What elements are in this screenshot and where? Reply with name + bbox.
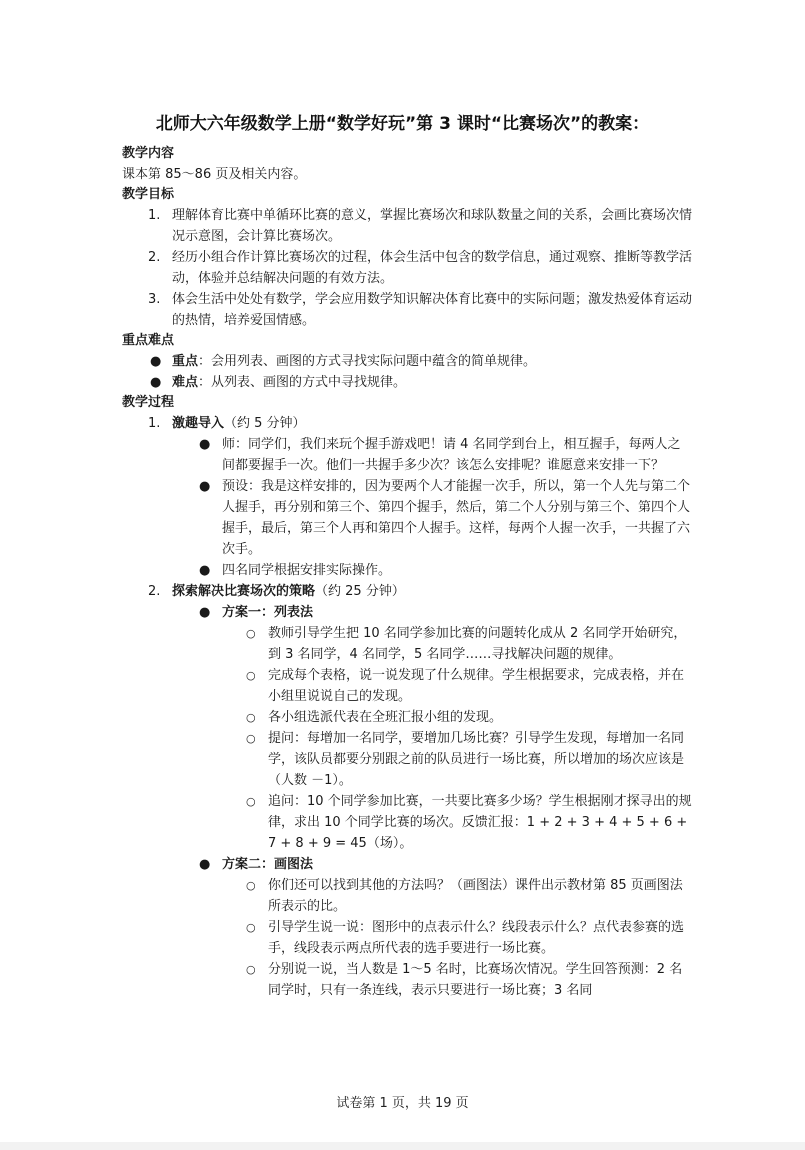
- section-heading-key-points: 重点难点: [122, 333, 175, 348]
- circle-bullet-icon: ○: [246, 963, 256, 976]
- key-points-list: [122, 351, 692, 393]
- plan-label: 方案一：列表法: [222, 605, 314, 620]
- plan-item: [122, 728, 692, 791]
- circle-bullet-icon: ○: [246, 921, 256, 934]
- plan-item: [122, 707, 692, 728]
- section-heading-content: 教学内容: [122, 146, 175, 161]
- goal-item: [122, 247, 692, 289]
- plan-item-text: 你们还可以找到其他的方法吗？（画图法）课件出示教材第 85 页画图法所表示的比。: [268, 878, 683, 914]
- plan-item: [122, 791, 692, 854]
- circle-bullet-icon: ○: [246, 669, 256, 682]
- plan-item-text: 追问：10 个同学参加比赛，一共要比赛多少场？学生根据刚才探寻出的规律，求出 10 个同学比赛的场次。反馈汇报：1 + 2 + 3 + 4 + 5 + 6 + 7 + 8 + 9 = 45（场）。: [268, 794, 692, 851]
- page-title: 北师大六年级数学上册“数学好玩”第 3 课时“比赛场次”的教案：: [155, 114, 650, 134]
- plan-item: [122, 875, 692, 917]
- goal-number: 1.: [148, 208, 161, 223]
- plan-item-text: 教师引导学生把 10 名同学参加比赛的问题转化成从 2 名同学开始研究，到 3 名同学，4 名同学，5 名同学……寻找解决问题的规律。: [268, 626, 687, 662]
- content-text: 课本第 85～86 页及相关内容。: [122, 167, 307, 182]
- step-item-text: 四名同学根据安排实际操作。: [222, 563, 392, 578]
- step-time: （约 5 分钟）: [224, 416, 306, 431]
- key-point-item: [122, 351, 692, 372]
- plan-2-items: [122, 875, 692, 1001]
- key-point-text: ：从列表、画图的方式中寻找规律。: [198, 375, 407, 390]
- step-label: 探索解决比赛场次的策略: [172, 584, 316, 599]
- plan-item: [122, 917, 692, 959]
- goal-text: 体会生活中处处有数学，学会应用数学知识解决体育比赛中的实际问题；激发热爱体育运动的热情，培养爱国情感。: [172, 292, 693, 328]
- bullet-icon: ●: [150, 354, 162, 369]
- plan-item-text: 引导学生说一说：图形中的点表示什么？线段表示什么？点代表参赛的选手，线段表示两点所代表的选手要进行一场比赛。: [268, 920, 685, 956]
- key-point-item: [122, 372, 692, 393]
- plan-1-items: [122, 623, 692, 854]
- goals-list: [122, 205, 692, 331]
- step-number: 1.: [148, 416, 161, 431]
- goal-text: 理解体育比赛中单循环比赛的意义，掌握比赛场次和球队数量之间的关系，会画比赛场次情况示意图，会计算比赛场次。: [172, 208, 693, 244]
- plan-item: [122, 959, 692, 1001]
- plan-item-text: 分别说一说，当人数是 1～5 名时，比赛场次情况。学生回答预测：2 名同学时，只有一条连线，表示只要进行一场比赛；3 名同: [268, 962, 683, 998]
- goal-item: [122, 289, 692, 331]
- circle-bullet-icon: ○: [246, 627, 256, 640]
- step-1-item: [122, 476, 692, 560]
- goal-item: [122, 205, 692, 247]
- step-1-item: [122, 560, 692, 581]
- circle-bullet-icon: ○: [246, 732, 256, 745]
- goal-number: 2.: [148, 250, 161, 265]
- step-1-item: [122, 434, 692, 476]
- section-heading-process: 教学过程: [122, 395, 175, 410]
- bullet-icon: ●: [199, 479, 211, 494]
- bullet-icon: ●: [199, 437, 211, 452]
- goal-text: 经历小组合作计算比赛场次的过程，体会生活中包含的数学信息，通过观察、推断等教学活动，体验并总结解决问题的有效方法。: [172, 250, 693, 286]
- plan-item: [122, 623, 692, 665]
- circle-bullet-icon: ○: [246, 795, 256, 808]
- step-1-items: [122, 434, 692, 581]
- page-footer: 试卷第 1 页，共 19 页: [336, 1096, 469, 1111]
- step-time: （约 25 分钟）: [315, 584, 405, 599]
- goal-number: 3.: [148, 292, 161, 307]
- step-number: 2.: [148, 584, 161, 599]
- section-heading-goals: 教学目标: [122, 187, 175, 202]
- plan-item: [122, 665, 692, 707]
- step-item-text: 预设：我是这样安排的，因为要两个人才能握一次手，所以，第一个人先与第二个人握手，再分别和第三个、第四个握手，然后，第二个人分别与第三个、第四个人握手，最后，第三个人再和第四个人握手。这样，每两个人握一次手，一共握了六次手。: [222, 479, 691, 557]
- plan-1-heading: [122, 602, 692, 623]
- key-point-label: 难点: [172, 375, 199, 390]
- process-step-1: [122, 413, 692, 434]
- bullet-icon: ●: [199, 563, 211, 578]
- plan-2-heading: [122, 854, 692, 875]
- bullet-icon: ●: [199, 857, 211, 872]
- key-point-text: ：会用列表、画图的方式寻找实际问题中蕴含的简单规律。: [198, 354, 537, 369]
- circle-bullet-icon: ○: [246, 711, 256, 724]
- circle-bullet-icon: ○: [246, 879, 256, 892]
- key-point-label: 重点: [172, 354, 199, 369]
- bullet-icon: ●: [199, 605, 211, 620]
- plan-item-text: 各小组选派代表在全班汇报小组的发现。: [268, 710, 503, 725]
- process-step-2: [122, 581, 692, 602]
- plan-item-text: 完成每个表格，说一说发现了什么规律。学生根据要求，完成表格，并在小组里说说自己的发现。: [268, 668, 685, 704]
- plan-item-text: 提问：每增加一名同学，要增加几场比赛？引导学生发现，每增加一名同学，该队员都要分别跟之前的队员进行一场比赛，所以增加的场次应该是（人数 －1）。: [268, 731, 685, 788]
- bullet-icon: ●: [150, 375, 162, 390]
- plan-label: 方案二：画图法: [222, 857, 314, 872]
- step-label: 激趣导入: [172, 416, 225, 431]
- document-body: [122, 144, 692, 1001]
- step-item-text: 师：同学们，我们来玩个握手游戏吧！请 4 名同学到台上，相互握手，每两人之间都要握手一次。他们一共握手多少次？该怎么安排呢？谁愿意来安排一下？: [222, 437, 681, 473]
